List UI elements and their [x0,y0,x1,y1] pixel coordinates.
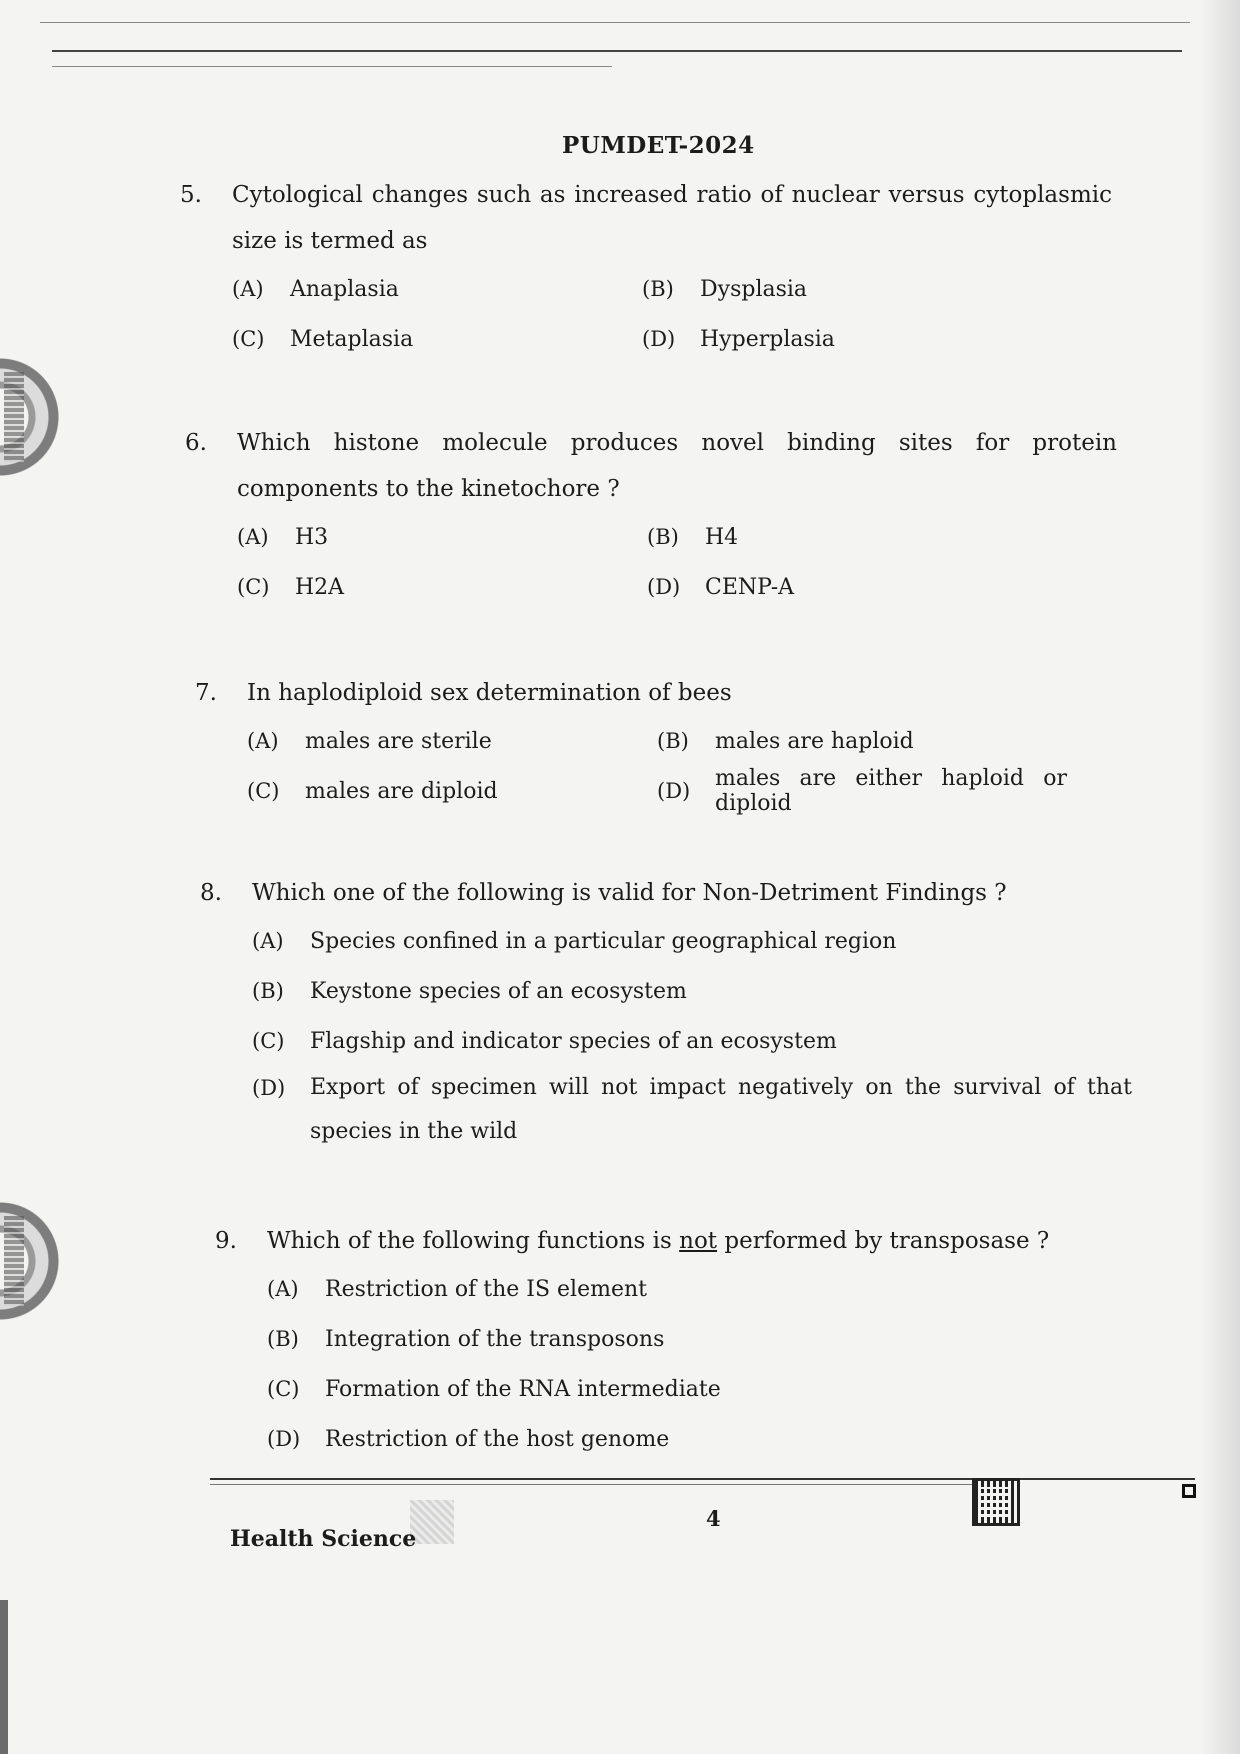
option-c [237,575,647,600]
qr-code-icon [410,1500,454,1544]
question-6 [185,420,1125,612]
question-number: 8. [200,880,222,906]
option-d [642,327,1052,352]
option-letter: (C) [247,779,280,803]
option-letter: (D) [657,779,691,803]
options [247,716,1135,816]
question-8 [200,870,1140,1154]
option-letter: (D) [252,1076,286,1100]
options [237,512,1125,612]
option-a [252,929,1132,954]
footer-rule [210,1478,1195,1480]
option-text: Integration of the transposons [325,1326,665,1352]
scan-shadow [1200,0,1240,1754]
question-text: Cytological changes such as increased ratio of nuclear versus cytoplasmic size is termed as [232,182,1112,254]
square-marker-icon [1182,1484,1196,1498]
option-text: Formation of the RNA intermediate [325,1376,721,1402]
option-d [647,575,1057,600]
option-text: Restriction of the IS element [325,1276,647,1302]
options [267,1264,1155,1464]
option-letter: (D) [267,1427,301,1451]
option-text: males are diploid [305,778,498,804]
subject-label: Health Science [230,1526,417,1552]
question-text [267,1218,1147,1264]
option-a [237,525,647,550]
option-text: H4 [705,524,739,550]
qr-code-icon [972,1478,1020,1526]
scan-edge [0,1600,8,1754]
option-c [252,1029,1132,1054]
question-9 [215,1218,1155,1464]
option-a [232,277,642,302]
stamp-lettering [4,372,24,462]
option-letter: (A) [237,525,269,549]
option-letter: (C) [267,1377,300,1401]
option-b [647,525,1057,550]
question-number: 5. [180,182,202,208]
page-number: 4 [706,1506,721,1531]
option-text: CENP-A [705,574,795,600]
option-letter: (B) [642,277,674,301]
option-text: Keystone species of an ecosystem [310,978,687,1004]
option-letter: (D) [647,575,681,599]
option-text: Anaplasia [290,276,399,302]
option-text: males are haploid [715,728,914,754]
option-letter: (B) [252,979,284,1003]
exam-title: PUMDET-2024 [562,132,755,159]
option-letter: (B) [267,1327,299,1351]
confidential-stamp [0,352,68,482]
option-c [267,1377,1147,1402]
option-d [252,1066,1132,1154]
question-text-part: performed by transposase ? [717,1228,1050,1254]
option-letter: (A) [267,1277,299,1301]
stamp-lettering [4,1216,24,1306]
option-text: Metaplasia [290,326,414,352]
option-b [642,277,1052,302]
question-number: 9. [215,1228,237,1254]
option-letter: (D) [642,327,676,351]
question-text-part: Which of the following functions is [267,1228,680,1254]
option-letter: (A) [252,929,284,953]
options [252,916,1140,1154]
option-a [267,1277,1147,1302]
option-text: Species confined in a particular geographical region [310,928,897,954]
top-rule [52,66,612,67]
option-letter: (B) [647,525,679,549]
options [232,264,1120,364]
option-d [657,766,1067,816]
question-text: Which histone molecule produces novel binding sites for protein components to the kinetochore ? [237,430,1117,502]
option-text: Hyperplasia [700,326,835,352]
option-c [247,779,657,804]
option-text: males are sterile [305,728,492,754]
option-letter: (A) [247,729,279,753]
option-c [232,327,642,352]
option-b [657,729,1067,754]
option-letter: (B) [657,729,689,753]
question-7 [195,670,1135,816]
option-text: H3 [295,524,329,550]
emphasis-underlined: not [679,1228,718,1254]
option-text: Dysplasia [700,276,808,302]
confidential-stamp [0,1196,68,1326]
question-number: 6. [185,430,207,456]
option-letter: (A) [232,277,264,301]
option-d [267,1427,1147,1452]
option-letter: (C) [232,327,265,351]
question-number: 7. [195,680,217,706]
option-text: H2A [295,574,345,600]
top-rule [40,22,1190,23]
option-letter: (C) [237,575,270,599]
question-text: Which one of the following is valid for Non-Detriment Findings ? [252,880,1007,906]
option-b [252,979,1132,1004]
option-text: males are either haploid or diploid [715,766,1067,816]
option-letter: (C) [252,1029,285,1053]
footer-rule [210,1484,990,1485]
top-rule [52,50,1182,52]
option-a [247,729,657,754]
option-text: Restriction of the host genome [325,1426,670,1452]
question-text: In haplodiploid sex determination of bees [247,680,732,706]
option-text: Flagship and indicator species of an ecosystem [310,1028,837,1054]
option-text: Export of specimen will not impact negatively on the survival of that species in the wild [310,1075,1132,1144]
option-b [267,1327,1147,1352]
question-5 [180,172,1120,364]
